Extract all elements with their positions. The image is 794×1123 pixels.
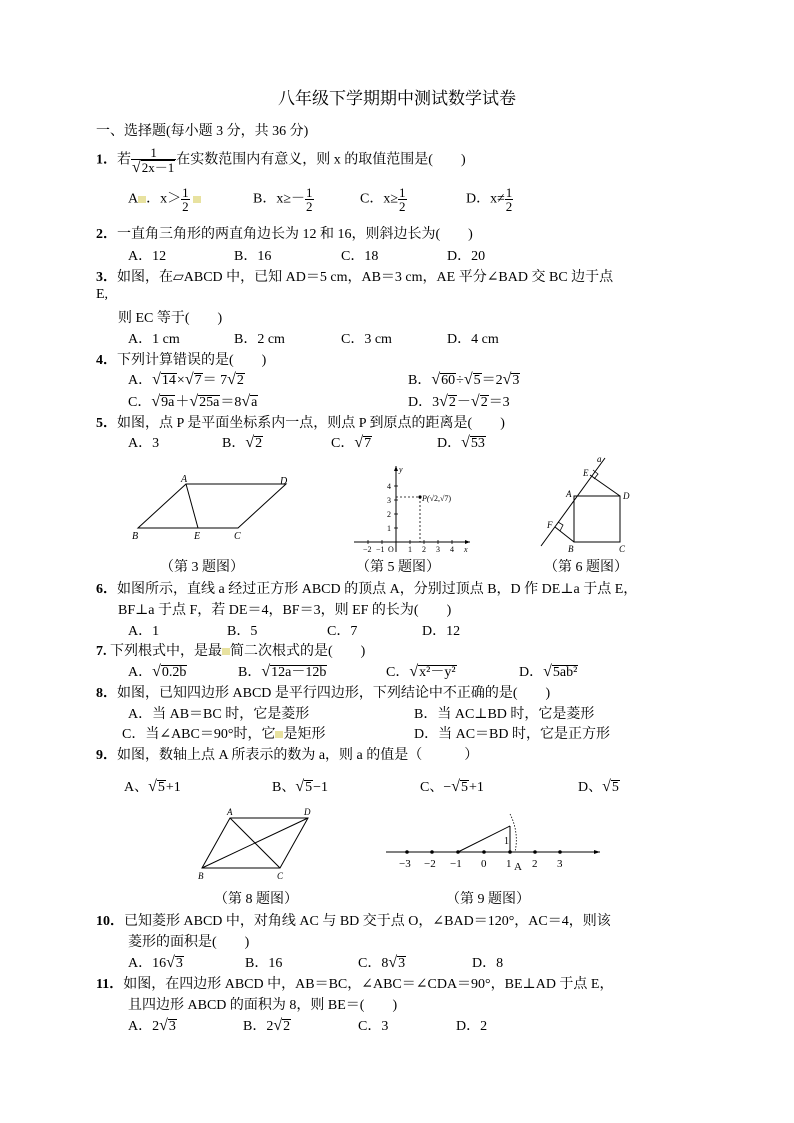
q3-option-a: A．1 cm (128, 332, 180, 347)
q6-option-a: A．1 (128, 624, 160, 639)
q1-option-c (360, 186, 407, 213)
q4-c-op: ＋ (175, 395, 190, 410)
fig5-tick-y: 1 (387, 524, 391, 533)
q8-option-c (122, 723, 325, 743)
q7-option-d: D．√5ab² (519, 663, 578, 680)
q4-option-a: A．√14×√7＝ 7√2 (128, 371, 244, 388)
fig9-tick-label: 1 (506, 858, 512, 870)
question-9 (96, 744, 478, 764)
q8-text: 如图，已知四边形 ABCD 是平行四边形，下列结论中不正确的是( ) (117, 686, 551, 701)
q4-b-radicand-1: 60 (441, 373, 456, 388)
q11-option-d: D．2 (456, 1019, 488, 1034)
q1-prefix: 若 (117, 152, 131, 168)
fig3-caption: （第 3 题图） (160, 560, 244, 575)
question-5 (96, 412, 505, 432)
q5-d-label: D． (437, 436, 462, 451)
q1-fraction (131, 146, 176, 175)
question-8 (96, 682, 550, 702)
fig5-y-axis-label: y (399, 465, 403, 474)
q5-c-radicand: 7 (364, 436, 372, 451)
q9-b-radicand: 5 (305, 780, 313, 795)
q10-text-line2: 菱形的面积是( ) (128, 935, 250, 950)
fig6-label-a: A (566, 489, 572, 499)
question-number: 4． (96, 353, 117, 368)
q5-c-label: C． (331, 436, 355, 451)
figure-5-coordinate-plane (350, 462, 476, 554)
q4-option-c: C．√9a＋√25a＝8√a (128, 393, 258, 410)
q9-c-label: C、− (420, 780, 452, 795)
figure-8-parallelogram (194, 806, 320, 884)
fig8-label-b: B (198, 871, 204, 881)
q2-option-b: B．16 (234, 249, 272, 264)
q2-text: 一直角三角形的两直角边长为 12 和 16，则斜边长为( ) (117, 227, 473, 242)
q7-option-b: B．√12a－12b (238, 663, 327, 680)
q1-option-c-text: C．x≥ (360, 191, 399, 207)
q8-option-b: B．当 AC⊥BD 时，它是菱形 (414, 707, 595, 722)
q9-option-b: B、√5−1 (272, 778, 329, 795)
q6-option-d: D．12 (422, 624, 461, 639)
q7-text-b: 简二次根式的是( ) (230, 644, 366, 659)
q4-b-radicand-2: 5 (473, 373, 481, 388)
q5-b-radicand: 2 (255, 436, 263, 451)
fig5-caption: （第 5 题图） (356, 560, 440, 575)
q4-c-radicand-2: 25a (199, 395, 220, 410)
q1-b-num: 1 (306, 185, 313, 200)
q10-c-label: C．8 (358, 956, 389, 971)
question-number: 6． (96, 582, 117, 597)
q7-c-radicand: x²－y² (419, 665, 456, 680)
q1-option-d (466, 186, 513, 213)
q7-a-radicand: 0.2b (161, 665, 187, 680)
fig3-label-d: D (280, 476, 288, 487)
q5-option-d: D．√53 (437, 434, 485, 451)
q7-d-label: D． (519, 665, 544, 680)
q11-option-b: B．2√2 (243, 1017, 291, 1034)
q1-text: 在实数范围内有意义，则 x 的取值范围是( ) (176, 152, 466, 168)
q10-c-radicand: 3 (398, 956, 406, 971)
q1-a-den: 2 (182, 199, 189, 214)
q1-b-den: 2 (306, 199, 313, 214)
q7-b-radicand: 12a－12b (271, 665, 327, 680)
q3-text-line3: 则 EC 等于( ) (118, 311, 223, 326)
q9-b-post: −1 (313, 780, 329, 795)
fig6-label-b: B (568, 544, 574, 554)
fig6-label-d: D (623, 491, 630, 501)
fig9-tick-label: −2 (424, 858, 436, 870)
fig3-label-c: C (234, 531, 241, 542)
fig9-height-label: 1 (504, 836, 509, 847)
q5-d-radicand: 53 (470, 436, 485, 451)
question-number: 11． (96, 977, 124, 992)
fig6-label-c: C (619, 544, 626, 554)
q11-option-c: C．3 (358, 1019, 389, 1034)
q7-d-radicand: 5ab² (552, 665, 578, 680)
q10-option-d: D．8 (472, 956, 504, 971)
fig5-tick-x: 2 (422, 545, 426, 554)
fig5-p-radicand-1: 2 (433, 494, 438, 503)
q4-d-eq: ＝3 (488, 395, 510, 410)
q5-b-label: B． (222, 436, 246, 451)
question-number: 5． (96, 416, 117, 431)
q3-option-c: C．3 cm (341, 332, 392, 347)
question-6 (96, 578, 637, 598)
question-number: 10． (96, 914, 124, 929)
q5-option-a: A．3 (128, 436, 160, 451)
q4-d-op: － (456, 395, 471, 410)
q4-b-radicand-3: 3 (512, 373, 520, 388)
q10-option-b: B．16 (245, 956, 283, 971)
q9-a-post: +1 (165, 780, 181, 795)
q3-option-d: D．4 cm (447, 332, 499, 347)
highlight-mark (138, 196, 146, 203)
q1-d-den: 2 (505, 199, 513, 214)
question-7 (96, 640, 365, 660)
q4-b-label: B． (408, 373, 432, 388)
q10-a-label: A．16 (128, 956, 167, 971)
question-number: 9． (96, 748, 117, 763)
figure-9-number-line (382, 808, 604, 874)
q9-c-radicand: 5 (461, 780, 469, 795)
q11-a-label: A．2 (128, 1019, 160, 1034)
q4-a-radicand-3: 2 (236, 373, 244, 388)
q2-option-d: D．20 (447, 249, 486, 264)
q4-b-eq: ＝2 (481, 373, 503, 388)
highlight-mark (222, 648, 230, 655)
q11-b-label: B．2 (243, 1019, 274, 1034)
fig6-label-e: E (583, 468, 589, 478)
fig9-tick-label: −1 (450, 858, 462, 870)
fig9-tick-label: 0 (481, 858, 487, 870)
q6-text-line2: BF⊥a 于点 F，若 DE＝4，BF＝3，则 EF 的长为( ) (118, 603, 452, 618)
q9-b-label: B、 (272, 780, 296, 795)
q4-a-label: A． (128, 373, 153, 388)
question-number: 1． (96, 152, 117, 168)
fig8-caption: （第 8 题图） (214, 892, 298, 907)
page-title: 八年级下学期期中测试数学试卷 (278, 89, 516, 108)
fig5-x-axis-label: x (464, 545, 468, 554)
q10-a-radicand: 3 (175, 956, 183, 971)
fig5-tick-y: 2 (387, 510, 391, 519)
fig5-tick-x: 3 (436, 545, 440, 554)
q9-d-label: D、 (578, 780, 603, 795)
q1-frac-num: 1 (131, 146, 176, 160)
q4-c-eq: ＝8 (220, 395, 242, 410)
fig5-p-comma: , (437, 494, 440, 503)
q8-option-d: D．当 AC＝BD 时，它是正方形 (414, 727, 611, 742)
question-number: 3． (96, 270, 117, 285)
q9-option-d: D、√5 (578, 778, 619, 795)
q3-text: 如图，在▱ABCD 中，已知 AD＝5 cm，AB＝3 cm，AE 平分∠BAD 交 BC 边于点 (117, 270, 614, 285)
q11-text-line2: 且四边形 ABCD 的面积为 8，则 BE＝( ) (128, 998, 398, 1013)
q1-option-d-text: D．x≠ (466, 191, 505, 207)
q1-option-a-label: A (128, 191, 139, 207)
q4-text: 下列计算错误的是( ) (117, 353, 267, 368)
fig5-p-close: ) (448, 494, 452, 503)
q7-c-label: C． (386, 665, 410, 680)
q4-option-d: D．3√2－√2＝3 (408, 393, 510, 410)
fig5-tick-x: −1 (376, 545, 385, 554)
fig5-tick-y: 3 (387, 496, 391, 505)
fig6-label-a-line: a (597, 454, 602, 464)
q5-option-b: B．√2 (222, 434, 263, 451)
figure-6-square (535, 452, 645, 554)
fig9-caption: （第 9 题图） (446, 892, 530, 907)
q1-c-den: 2 (399, 199, 406, 214)
fig9-tick-label: 3 (557, 858, 563, 870)
q7-option-c: C．√x²－y² (386, 663, 456, 680)
fig6-label-f: F (547, 520, 553, 530)
q1-frac-den-radicand: 2x－1 (141, 160, 175, 175)
q6-text: 如图所示，直线 a 经过正方形 ABCD 的顶点 A，分别过顶点 B，D 作 DE⊥a 于点 E， (117, 582, 638, 597)
fig8-label-a: A (227, 807, 233, 817)
figure-3-parallelogram (126, 470, 296, 542)
q1-a-num: 1 (182, 185, 189, 200)
question-4 (96, 349, 266, 369)
q7-b-label: B． (238, 665, 262, 680)
fig5-p-open: P( (422, 494, 430, 503)
q11-b-radicand: 2 (283, 1019, 291, 1034)
q4-c-radicand-3: a (251, 395, 258, 410)
q4-a-op: × (176, 373, 185, 388)
q3-option-b: B．2 cm (234, 332, 285, 347)
fig8-label-c: C (277, 871, 284, 881)
question-1 (96, 146, 466, 175)
question-number: 2． (96, 227, 117, 242)
q9-option-c: C、−√5+1 (420, 778, 484, 795)
q1-option-a (128, 186, 201, 213)
question-3 (96, 266, 613, 286)
section-heading: 一、选择题(每小题 3 分，共 36 分) (96, 124, 309, 139)
fig5-point-p-label: P(√2,√7) (422, 494, 452, 503)
q7-a-label: A． (128, 665, 153, 680)
q1-option-b (253, 186, 314, 213)
fig5-tick-x: 4 (450, 545, 454, 554)
q1-frac-den: √2x－1 (132, 159, 175, 176)
q1-d-num: 1 (505, 185, 513, 200)
q4-a-eq: ＝ 7 (202, 373, 228, 388)
q11-text: 如图，在四边形 ABCD 中，AB＝BC，∠ABC＝∠CDA＝90°，BE⊥AD 于点 E， (123, 977, 614, 992)
q4-d-label: D．3 (408, 395, 440, 410)
fig9-tick-label: 2 (532, 858, 538, 870)
question-10 (96, 910, 611, 930)
fig3-label-b: B (132, 531, 139, 542)
q9-a-label: A、 (124, 780, 149, 795)
q10-option-c: C．8√3 (358, 954, 406, 971)
q1-option-b-text: B．x≥－ (253, 191, 306, 207)
fig5-p-radicand-2: 7 (444, 494, 449, 503)
q7-text-a: 下列根式中，是最 (110, 644, 222, 659)
q4-a-radicand-1: 14 (161, 373, 176, 388)
fig5-origin-label: O (388, 545, 394, 554)
question-11 (96, 973, 614, 993)
q7-option-a: A．√0.2b (128, 663, 187, 680)
q9-c-post: +1 (469, 780, 484, 795)
q3-text-line2: E, (96, 287, 109, 302)
question-number: 7. (96, 644, 107, 659)
q9-option-a: A、√5+1 (124, 778, 181, 795)
q1-option-a-text: ．x＞ (146, 191, 182, 207)
q4-d-radicand-2: 2 (480, 395, 488, 410)
fig5-tick-x: −2 (363, 545, 372, 554)
q1-c-num: 1 (399, 185, 406, 200)
q4-a-radicand-2: 7 (194, 373, 202, 388)
q6-option-c: C．7 (327, 624, 358, 639)
fig3-label-a: A (181, 474, 188, 485)
q9-text: 如图，数轴上点 A 所表示的数为 a，则 a 的值是（ ） (117, 748, 479, 763)
q5-text: 如图，点 P 是平面坐标系内一点，则点 P 到原点的距离是( ) (117, 416, 505, 431)
q2-option-a: A．12 (128, 249, 167, 264)
q11-a-radicand: 3 (168, 1019, 176, 1034)
q8-c-text-a: C．当∠ABC＝90°时，它 (122, 727, 276, 742)
q8-c-text-b: 是矩形 (283, 727, 326, 742)
highlight-mark (193, 196, 201, 203)
q4-c-radicand-1: 9a (161, 395, 175, 410)
q8-option-a: A．当 AB＝BC 时，它是菱形 (128, 707, 310, 722)
fig8-label-d: D (304, 807, 311, 817)
q9-a-radicand: 5 (157, 780, 165, 795)
q4-b-op: ÷ (456, 373, 464, 388)
fig9-tick-label: −3 (399, 858, 411, 870)
q2-option-c: C．18 (341, 249, 379, 264)
fig6-caption: （第 6 题图） (544, 560, 628, 575)
q6-option-b: B．5 (227, 624, 258, 639)
fig5-tick-x: 1 (408, 545, 412, 554)
fig9-point-a-label: A (514, 861, 522, 873)
question-number: 8． (96, 686, 117, 701)
q4-option-b: B．√60÷√5＝2√3 (408, 371, 520, 388)
q4-d-radicand-1: 2 (448, 395, 456, 410)
question-2 (96, 223, 473, 243)
q10-option-a: A．16√3 (128, 954, 183, 971)
q4-c-label: C． (128, 395, 152, 410)
fig5-tick-y: 4 (387, 482, 391, 491)
fig3-label-e: E (194, 531, 201, 542)
q11-option-a: A．2√3 (128, 1017, 176, 1034)
q10-text: 已知菱形 ABCD 中，对角线 AC 与 BD 交于点 O，∠BAD＝120°，AC＝4，则该 (124, 914, 611, 929)
q5-option-c: C．√7 (331, 434, 372, 451)
q9-d-radicand: 5 (611, 780, 619, 795)
